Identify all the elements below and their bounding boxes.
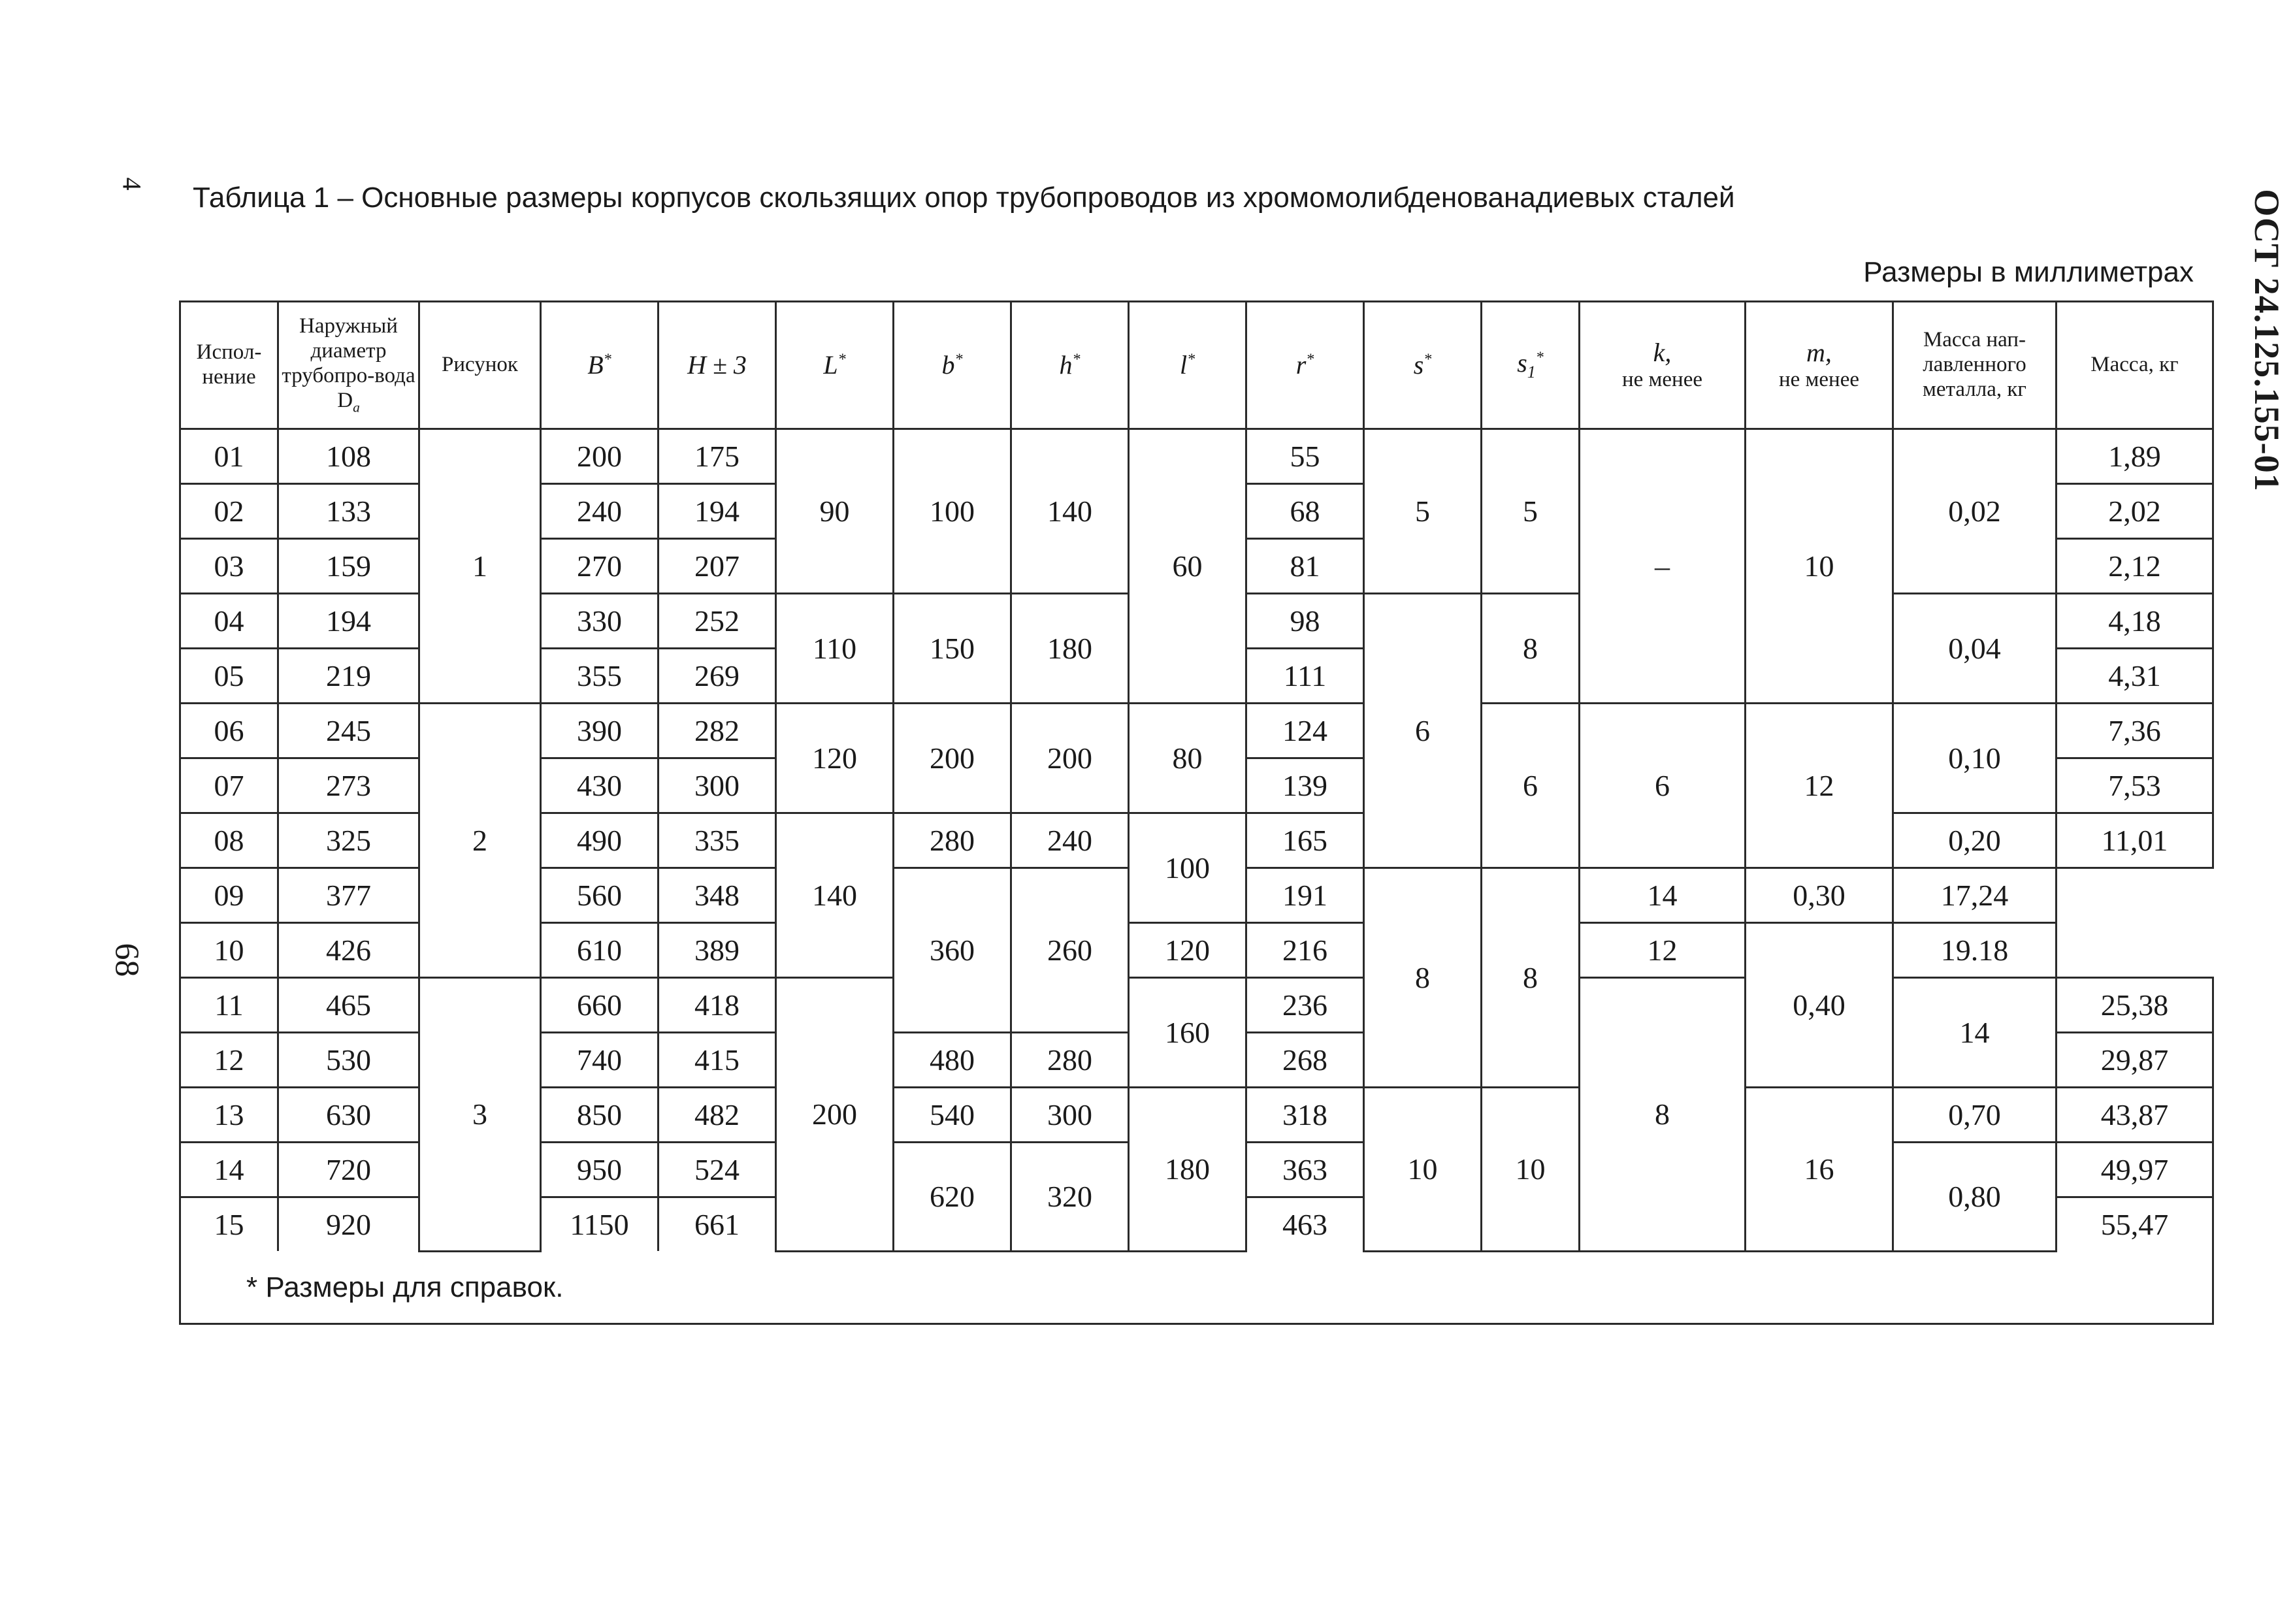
- cell-r: 124: [1246, 704, 1364, 758]
- cell-figure: 3: [419, 978, 541, 1252]
- cell-diameter: 530: [278, 1033, 419, 1088]
- cell-B: 330: [541, 594, 659, 649]
- cell-l: 120: [1129, 923, 1246, 978]
- cell-ispolnenie: 03: [180, 539, 278, 594]
- cell-diameter: 465: [278, 978, 419, 1033]
- cell-r: 55: [1246, 429, 1364, 484]
- cell-H: 389: [659, 923, 776, 978]
- cell-s1: 6: [1482, 704, 1580, 868]
- units-note: Размеры в миллиметрах: [1863, 256, 2194, 288]
- cell-ispolnenie: 14: [180, 1143, 278, 1197]
- cell-diameter: 159: [278, 539, 419, 594]
- cell-B: 240: [541, 484, 659, 539]
- cell-b: 360: [894, 868, 1011, 1033]
- cell-s1: 10: [1482, 1088, 1580, 1252]
- cell-H: 269: [659, 649, 776, 704]
- header-s1: $s_1^*$: [1482, 302, 1580, 429]
- cell-weld-mass: 0,10: [1893, 704, 2057, 813]
- table-row: [180, 704, 2213, 758]
- cell-m: 10: [1746, 429, 1893, 704]
- cell-b: 620: [894, 1143, 1011, 1252]
- cell-H: 348: [659, 868, 776, 923]
- cell-l: 60: [1129, 429, 1246, 704]
- header-b: b*: [894, 302, 1011, 429]
- cell-L: 140: [776, 813, 894, 978]
- dimensions-table: [179, 300, 2214, 1325]
- cell-s1: 5: [1482, 429, 1580, 594]
- page-number-side: 68: [108, 943, 146, 977]
- cell-diameter: 194: [278, 594, 419, 649]
- cell-r: 216: [1246, 923, 1364, 978]
- cell-ispolnenie: 05: [180, 649, 278, 704]
- cell-b: 480: [894, 1033, 1011, 1088]
- cell-r: 318: [1246, 1088, 1364, 1143]
- cell-diameter: 426: [278, 923, 419, 978]
- header-s: s*: [1364, 302, 1482, 429]
- cell-ispolnenie: 02: [180, 484, 278, 539]
- cell-figure: 2: [419, 704, 541, 978]
- cell-r: 268: [1246, 1033, 1364, 1088]
- footnote-row: [180, 1251, 2213, 1324]
- header-m: m, не менее: [1746, 302, 1893, 429]
- cell-H: 335: [659, 813, 776, 868]
- header-weld-mass: Масса нап-лавленного металла, кг: [1893, 302, 2057, 429]
- table-header-row: [180, 302, 2213, 429]
- cell-h: 320: [1011, 1143, 1129, 1252]
- cell-s1: 8: [1482, 594, 1580, 704]
- table-row: [180, 978, 2213, 1033]
- cell-diameter: 377: [278, 868, 419, 923]
- cell-figure: 1: [419, 429, 541, 704]
- cell-B: 610: [541, 923, 659, 978]
- cell-mass: 55,47: [2057, 1197, 2213, 1252]
- cell-b: 540: [894, 1088, 1011, 1143]
- cell-H: 207: [659, 539, 776, 594]
- cell-h: 140: [1011, 429, 1129, 594]
- page-number-top: 4: [117, 177, 147, 191]
- cell-h: 240: [1011, 813, 1129, 868]
- cell-h: 280: [1011, 1033, 1129, 1088]
- document-code: ОСТ 24.125.155-01: [2247, 189, 2286, 492]
- cell-ispolnenie: 04: [180, 594, 278, 649]
- cell-diameter: 133: [278, 484, 419, 539]
- cell-r: 363: [1246, 1143, 1364, 1197]
- footnote: * Размеры для справок.: [180, 1251, 2213, 1324]
- header-r: r*: [1246, 302, 1364, 429]
- cell-mass: 19.18: [1893, 923, 2057, 978]
- cell-m: 12: [1746, 704, 1893, 868]
- cell-m: 14: [1893, 978, 2057, 1088]
- cell-mass: 17,24: [1893, 868, 2057, 923]
- header-mass: Масса, кг: [2057, 302, 2213, 429]
- cell-m: 16: [1746, 1088, 1893, 1252]
- cell-H: 415: [659, 1033, 776, 1088]
- cell-weld-mass: 0,20: [1893, 813, 2057, 868]
- cell-mass: 4,18: [2057, 594, 2213, 649]
- header-figure: Рисунок: [419, 302, 541, 429]
- cell-s: 6: [1364, 594, 1482, 868]
- cell-diameter: 219: [278, 649, 419, 704]
- cell-weld-mass: 0,04: [1893, 594, 2057, 704]
- cell-mass: 7,53: [2057, 758, 2213, 813]
- cell-k: –: [1580, 429, 1746, 704]
- header-H: H ± 3: [659, 302, 776, 429]
- cell-B: 660: [541, 978, 659, 1033]
- cell-weld-mass: 0,70: [1893, 1088, 2057, 1143]
- cell-r: 139: [1246, 758, 1364, 813]
- cell-mass: 4,31: [2057, 649, 2213, 704]
- cell-l: 80: [1129, 704, 1246, 813]
- cell-H: 418: [659, 978, 776, 1033]
- cell-ispolnenie: 09: [180, 868, 278, 923]
- cell-diameter: 273: [278, 758, 419, 813]
- cell-B: 355: [541, 649, 659, 704]
- cell-L: 120: [776, 704, 894, 813]
- cell-H: 524: [659, 1143, 776, 1197]
- cell-H: 252: [659, 594, 776, 649]
- cell-mass: 43,87: [2057, 1088, 2213, 1143]
- cell-diameter: 245: [278, 704, 419, 758]
- cell-diameter: 920: [278, 1197, 419, 1252]
- cell-B: 1150: [541, 1197, 659, 1252]
- cell-m: 12: [1580, 923, 1746, 978]
- cell-B: 490: [541, 813, 659, 868]
- cell-B: 850: [541, 1088, 659, 1143]
- header-h: h*: [1011, 302, 1129, 429]
- cell-mass: 1,89: [2057, 429, 2213, 484]
- cell-ispolnenie: 08: [180, 813, 278, 868]
- header-ispolnenie: Испол-нение: [180, 302, 278, 429]
- cell-B: 950: [541, 1143, 659, 1197]
- cell-diameter: 325: [278, 813, 419, 868]
- cell-B: 740: [541, 1033, 659, 1088]
- header-diameter: Наружный диаметр трубопро-вода $D_a$: [278, 302, 419, 429]
- cell-l: 180: [1129, 1088, 1246, 1252]
- cell-r: 68: [1246, 484, 1364, 539]
- cell-B: 390: [541, 704, 659, 758]
- cell-h: 200: [1011, 704, 1129, 813]
- cell-B: 560: [541, 868, 659, 923]
- cell-r: 111: [1246, 649, 1364, 704]
- header-B: B*: [541, 302, 659, 429]
- cell-s: 5: [1364, 429, 1482, 594]
- cell-B: 200: [541, 429, 659, 484]
- cell-mass: 25,38: [2057, 978, 2213, 1033]
- cell-b: 150: [894, 594, 1011, 704]
- cell-ispolnenie: 11: [180, 978, 278, 1033]
- cell-r: 191: [1246, 868, 1364, 923]
- cell-r: 463: [1246, 1197, 1364, 1252]
- cell-h: 300: [1011, 1088, 1129, 1143]
- cell-k: 6: [1580, 704, 1746, 868]
- cell-mass: 2,12: [2057, 539, 2213, 594]
- cell-L: 90: [776, 429, 894, 594]
- cell-b: 200: [894, 704, 1011, 813]
- cell-l: 100: [1129, 813, 1246, 923]
- cell-mass: 49,97: [2057, 1143, 2213, 1197]
- cell-ispolnenie: 01: [180, 429, 278, 484]
- cell-r: 165: [1246, 813, 1364, 868]
- cell-B: 270: [541, 539, 659, 594]
- cell-r: 98: [1246, 594, 1364, 649]
- table-title: Таблица 1 – Основные размеры корпусов скользящих опор трубопроводов из хромомолибденованадиевых сталей: [193, 182, 1735, 214]
- header-L: L*: [776, 302, 894, 429]
- cell-weld-mass: 0,02: [1893, 429, 2057, 594]
- header-k: k, не менее: [1580, 302, 1746, 429]
- cell-ispolnenie: 10: [180, 923, 278, 978]
- cell-weld-mass: 0,80: [1893, 1143, 2057, 1252]
- cell-ispolnenie: 07: [180, 758, 278, 813]
- cell-H: 194: [659, 484, 776, 539]
- cell-H: 282: [659, 704, 776, 758]
- cell-b: 100: [894, 429, 1011, 594]
- cell-r: 236: [1246, 978, 1364, 1033]
- cell-b: 280: [894, 813, 1011, 868]
- cell-mass: 2,02: [2057, 484, 2213, 539]
- cell-weld-mass: 0,30: [1746, 868, 1893, 923]
- cell-mass: 11,01: [2057, 813, 2213, 868]
- cell-L: 200: [776, 978, 894, 1252]
- cell-l: 160: [1129, 978, 1246, 1088]
- cell-s: 8: [1364, 868, 1482, 1088]
- cell-s1: 8: [1482, 868, 1580, 1088]
- cell-H: 175: [659, 429, 776, 484]
- cell-s: 10: [1364, 1088, 1482, 1252]
- cell-r: 81: [1246, 539, 1364, 594]
- cell-H: 482: [659, 1088, 776, 1143]
- cell-L: 110: [776, 594, 894, 704]
- cell-ispolnenie: 12: [180, 1033, 278, 1088]
- cell-diameter: 108: [278, 429, 419, 484]
- cell-ispolnenie: 15: [180, 1197, 278, 1252]
- cell-mass: 29,87: [2057, 1033, 2213, 1088]
- cell-ispolnenie: 06: [180, 704, 278, 758]
- cell-mass: 7,36: [2057, 704, 2213, 758]
- cell-k: 8: [1580, 978, 1746, 1252]
- cell-weld-mass: 0,40: [1746, 923, 1893, 1088]
- cell-diameter: 630: [278, 1088, 419, 1143]
- cell-H: 300: [659, 758, 776, 813]
- cell-h: 260: [1011, 868, 1129, 1033]
- header-l: l*: [1129, 302, 1246, 429]
- cell-H: 661: [659, 1197, 776, 1252]
- cell-ispolnenie: 13: [180, 1088, 278, 1143]
- cell-B: 430: [541, 758, 659, 813]
- cell-h: 180: [1011, 594, 1129, 704]
- table-row: [180, 429, 2213, 484]
- cell-m: 14: [1580, 868, 1746, 923]
- cell-diameter: 720: [278, 1143, 419, 1197]
